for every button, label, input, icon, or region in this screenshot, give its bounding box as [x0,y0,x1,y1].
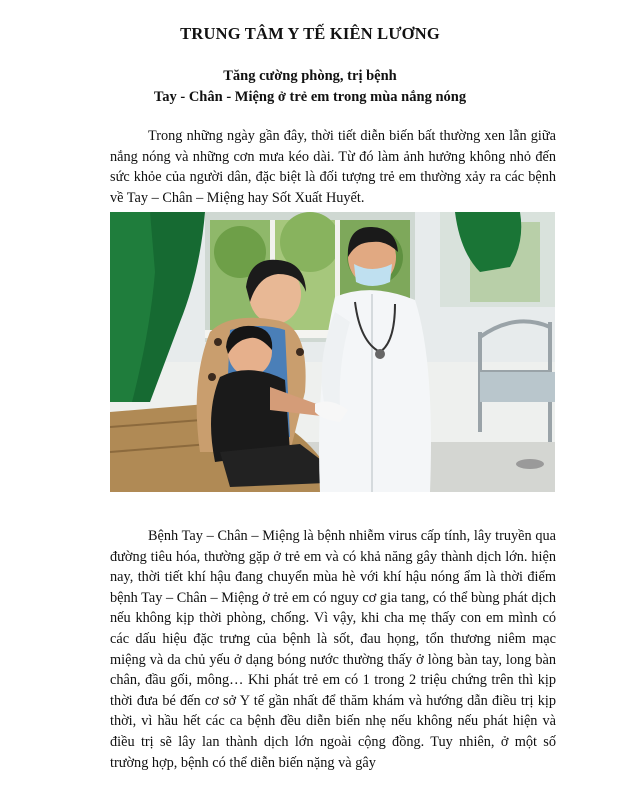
sandal [516,459,544,469]
article-title-line1: Tăng cường phòng, trị bệnh [223,68,397,84]
article-title-line2: Tay - Chân - Miệng ở trẻ em trong mùa nắng nóng [153,89,467,105]
main-paragraph: Bệnh Tay – Chân – Miệng là bệnh nhiễm virus cấp tính, lây truyền qua đường tiêu hóa, thường gặp ở trẻ em và có khả năng gây thành dịch lớn. hiện nay, thời tiết khí hậu đang chuyển mùa hè với khí hậu nóng ẩm là thời điểm bệnh Tay – Chân – Miệng ở trẻ em có nguy cơ gia tang, có thể bùng phát dịch nếu không kịp thời phòng, chống. Vì vậy, khi cha mẹ thấy con em mình có các dấu hiệu đặc trưng của bệnh là sốt, đau họng, tổn thương niêm mạc miệng và da chủ yếu ở dạng bóng nước thường thấy ở lòng bàn tay, long bàn chân, đầu gối, mông… Khi phát trẻ em có 1 trong 2 triệu chứng trên thì kịp thời đưa bé đến cơ sở Y tế gần nhất để thăm khám và hướng dẫn điều trị kịp thời, vì hầu hết các ca bệnh đều diễn biến nhẹ nếu không nếu phát hiện và điều trị sẽ lây lan thành dịch lớn ngoài cộng đồng. Tuy nhiên, ở một số trường hợp, bệnh có thể diễn biến nặng và gây [110,528,556,771]
document-header-title: TRUNG TÂM Y TẾ KIÊN LƯƠNG [180,24,440,43]
clinic-photo [110,212,555,492]
bed-mattress [480,372,555,402]
intro-paragraph: Trong những ngày gần đây, thời tiết diễn biến bất thường xen lẫn giữa nắng nóng và những cơn mưa kéo dài. Từ đó làm ảnh hưởng không nhỏ đến sức khỏe của người dân, đặc biệt là đối tượng trẻ em thường xảy ra các bệnh về Tay – Chân – Miệng hay Sốt Xuất Huyết. [110,128,556,206]
